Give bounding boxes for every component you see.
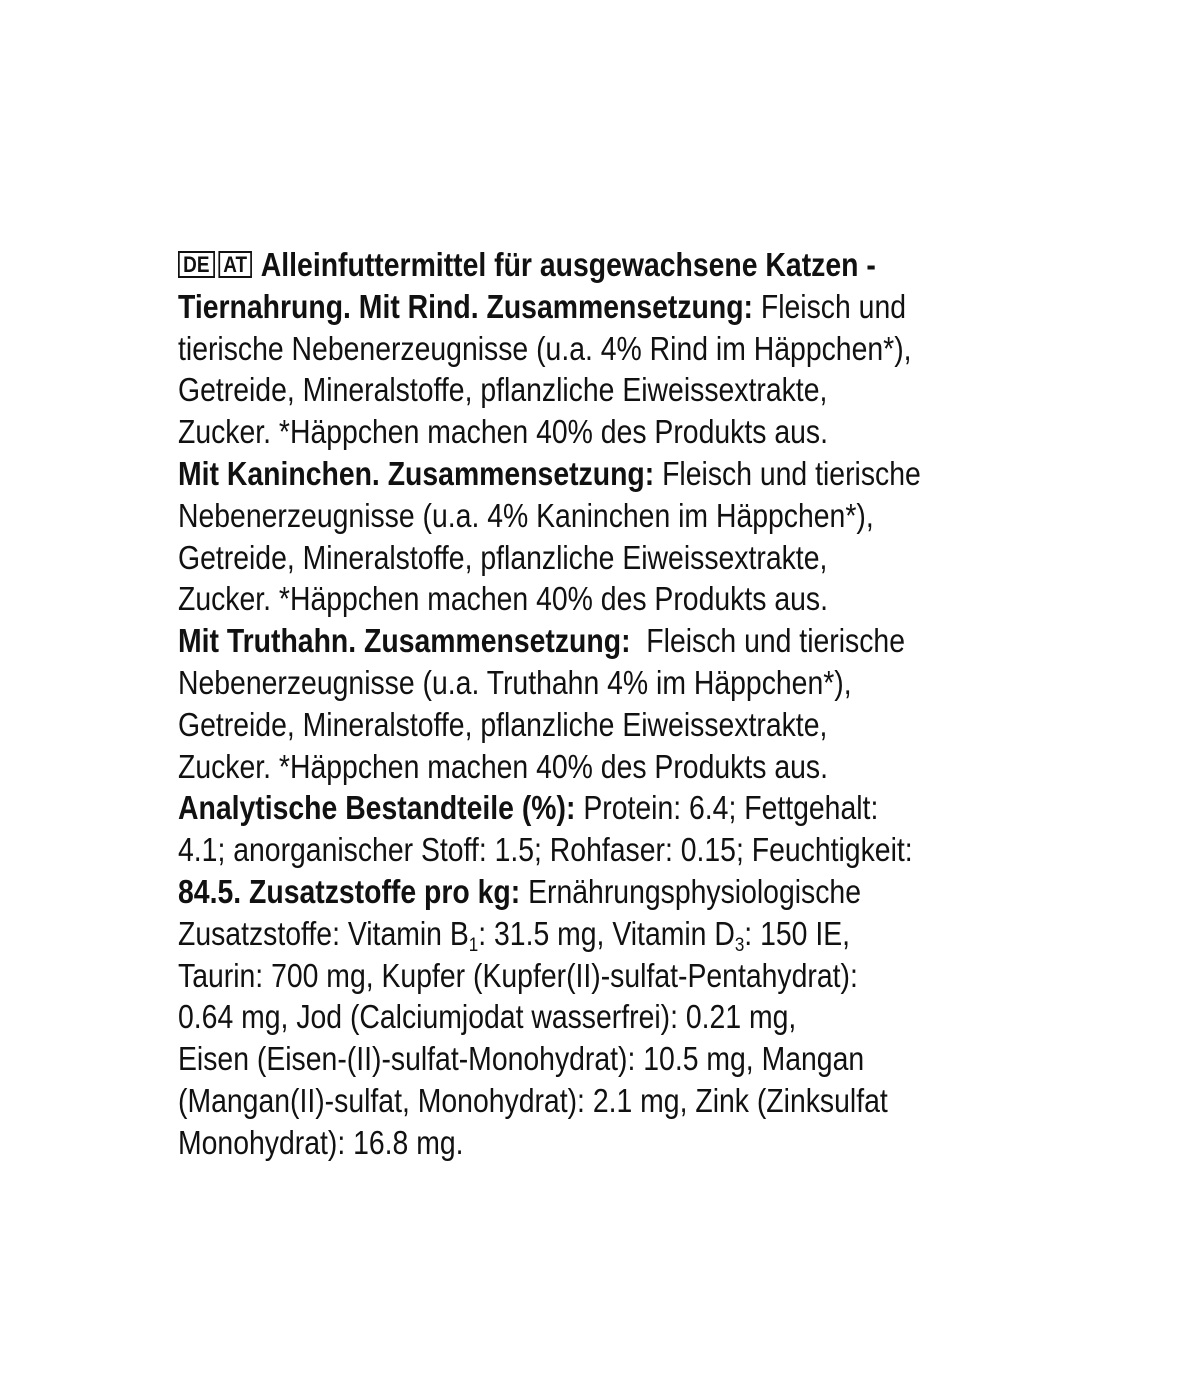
label-line: Getreide, Mineralstoffe, pflanzliche Eiweissextrakte, <box>178 705 828 743</box>
rind-composition-label: Zusammensetzung: <box>486 287 753 325</box>
label-line <box>178 871 926 913</box>
label-line <box>178 286 926 328</box>
vitamin-text: : 31.5 mg, Vitamin D <box>478 914 735 952</box>
label-line: Zucker. *Häppchen machen 40% des Produkts aus. <box>178 413 828 451</box>
truthahn-heading: Mit Truthahn. Zusammensetzung: <box>178 622 631 660</box>
kaninchen-text: Fleisch und tierische <box>662 454 921 492</box>
additives-text: Ernährungsphysiologische <box>528 872 861 910</box>
label-line: Monohydrat): 16.8 mg. <box>178 1123 464 1161</box>
truthahn-text: Fleisch und tierische <box>646 622 905 660</box>
label-line: Nebenerzeugnisse (u.a. Truthahn 4% im Häppchen*), <box>178 663 852 701</box>
label-line: (Mangan(II)-sulfat, Monohydrat): 2.1 mg, Zink (Zinksulfat <box>178 1081 888 1119</box>
label-line: Getreide, Mineralstoffe, pflanzliche Eiweissextrakte, <box>178 538 828 576</box>
product-title: Alleinfuttermittel für ausgewachsene Katzen - <box>260 246 876 283</box>
label-line: Nebenerzeugnisse (u.a. 4% Kaninchen im Häppchen*), <box>178 496 874 534</box>
rind-text: Fleisch und <box>760 287 907 325</box>
subscript: 3 <box>734 933 745 956</box>
vitamin-text: Zusatzstoffe: Vitamin B <box>178 914 469 952</box>
label-line: Getreide, Mineralstoffe, pflanzliche Eiweissextrakte, <box>178 371 828 409</box>
label-line <box>178 244 926 286</box>
label-line: Zucker. *Häppchen machen 40% des Produkts aus. <box>178 580 828 618</box>
label-line: Eisen (Eisen-(II)-sulfat-Monohydrat): 10.5 mg, Mangan <box>178 1040 865 1078</box>
additives-heading: Zusatzstoffe pro kg: <box>249 872 521 910</box>
analytics-heading: Analytische Bestandteile (%): <box>178 789 576 827</box>
kaninchen-heading: Mit Kaninchen. Zusammensetzung: <box>178 454 655 492</box>
vitamin-text: : 150 IE, <box>744 914 851 952</box>
label-line: tierische Nebenerzeugnisse (u.a. 4% Rind im Häppchen*), <box>178 329 912 367</box>
label-line: 0.64 mg, Jod (Calciumjodat wasserfrei): 0.21 mg, <box>178 998 797 1036</box>
ingredient-label <box>178 244 1048 1164</box>
label-line: Zucker. *Häppchen machen 40% des Produkts aus. <box>178 747 828 785</box>
country-codes <box>178 246 252 283</box>
subscript: 1 <box>468 933 479 956</box>
country-code-de: DE <box>178 251 215 278</box>
label-line: 4.1; anorganischer Stoff: 1.5; Rohfaser: 0.15; Feuchtigkeit: <box>178 831 913 869</box>
country-code-at: AT <box>218 251 252 278</box>
label-line <box>178 620 926 662</box>
moisture-value: 84.5. <box>178 872 242 910</box>
label-line <box>178 453 926 495</box>
label-line: Taurin: 700 mg, Kupfer (Kupfer(II)-sulfat-Pentahydrat): <box>178 956 858 994</box>
analytics-text: Protein: 6.4; Fettgehalt: <box>583 789 879 827</box>
label-line <box>178 913 926 955</box>
label-line <box>178 787 926 829</box>
rind-heading: Tiernahrung. Mit Rind. <box>178 287 479 325</box>
